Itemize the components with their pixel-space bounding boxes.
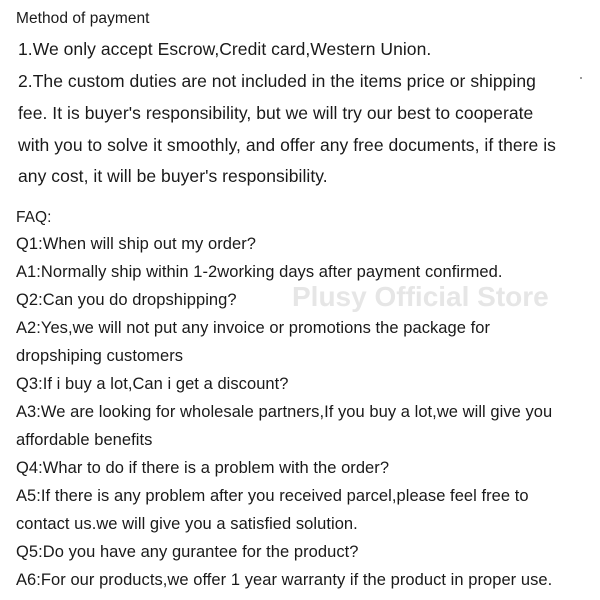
payment-item-1: 1.We only accept Escrow,Credit card,Western Union. xyxy=(18,39,432,59)
store-watermark: Plusy Official Store xyxy=(292,281,549,312)
faq-line-q3: Q3:If i buy a lot,Can i get a discount? xyxy=(16,375,289,393)
payment-heading: Method of payment xyxy=(16,10,150,27)
faq-heading: FAQ: xyxy=(16,209,52,226)
payment-item-2-line-2: fee. It is buyer's responsibility, but we will try our best to cooperate xyxy=(18,103,534,123)
faq-line-a5: A5:If there is any problem after you received parcel,please feel free to xyxy=(16,487,529,505)
payment-item-2-line-1: 2.The custom duties are not included in the items price or shipping xyxy=(18,71,536,91)
faq-line-a2: A2:Yes,we will not put any invoice or promotions the package for xyxy=(16,319,491,337)
faq-line-q1: Q1:When will ship out my order? xyxy=(16,235,256,253)
faq-line-q4: Q4:Whar to do if there is a problem with the order? xyxy=(16,459,390,477)
faq-line-a5-cont: contact us.we will give you a satisfied solution. xyxy=(16,515,358,533)
payment-item-2-line-3: with you to solve it smoothly, and offer any free documents, if there is xyxy=(18,135,556,155)
faq-line-q2: Q2:Can you do dropshipping? xyxy=(16,291,237,309)
payment-item-2-line-4: any cost, it will be buyer's responsibility. xyxy=(18,166,328,186)
faq-line-a3-cont: affordable benefits xyxy=(16,431,153,449)
faq-line-a3: A3:We are looking for wholesale partners,If you buy a lot,we will give you xyxy=(16,403,553,421)
stray-dot xyxy=(580,77,582,79)
faq-line-a1: A1:Normally ship within 1-2working days after payment confirmed. xyxy=(16,263,503,281)
faq-line-q5: Q5:Do you have any gurantee for the product? xyxy=(16,543,359,561)
faq-line-a6: A6:For our products,we offer 1 year warranty if the product in proper use. xyxy=(16,571,553,589)
faq-line-a2-cont: dropshiping customers xyxy=(16,347,184,365)
